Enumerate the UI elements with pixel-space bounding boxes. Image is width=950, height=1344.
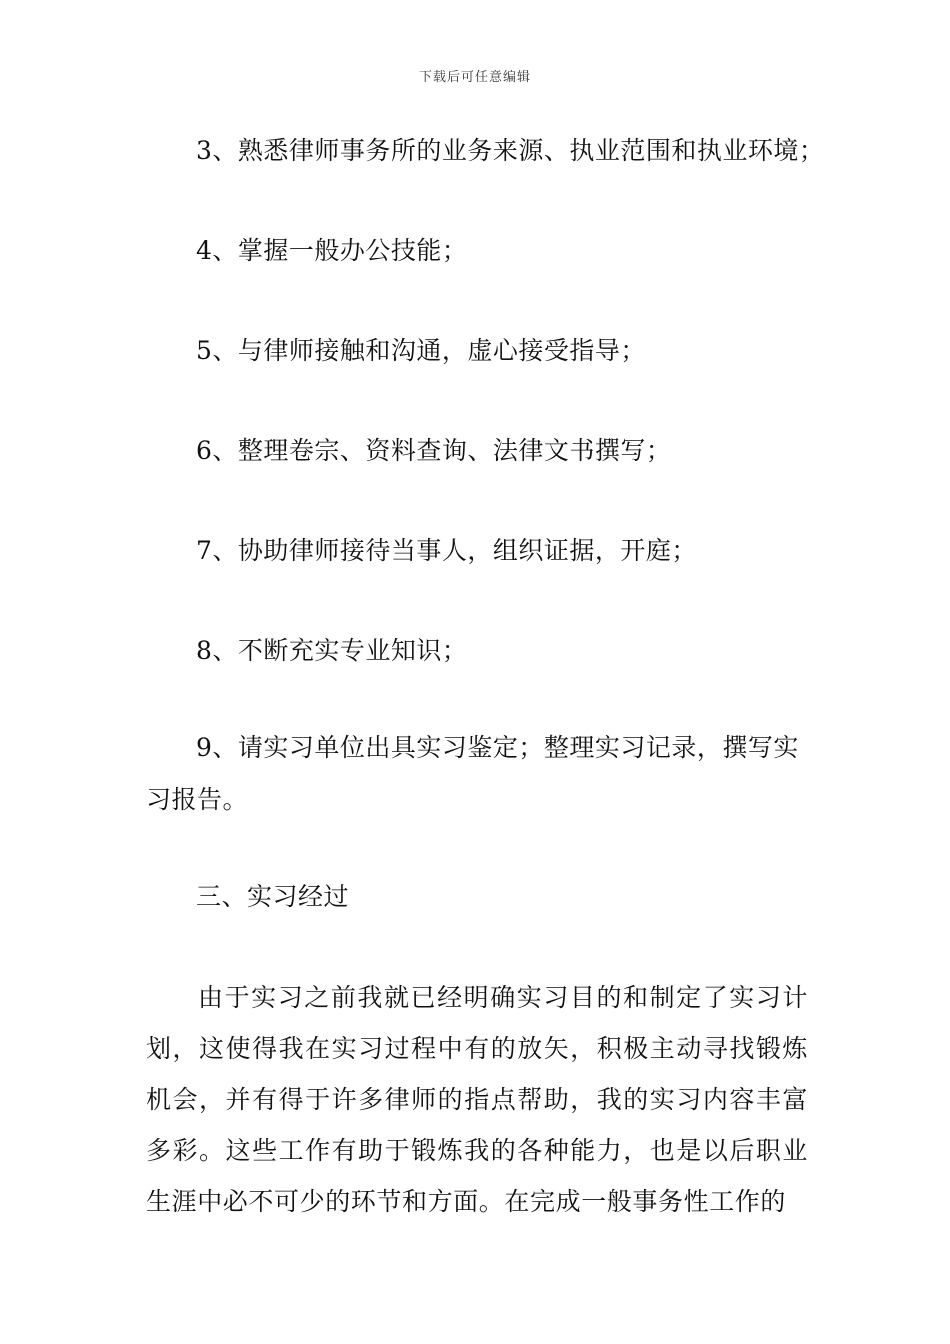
list-item: 5、与律师接触和沟通，虚心接受指导； (196, 336, 646, 365)
list-item: 3、熟悉律师事务所的业务来源、执业范围和执业环境； (196, 136, 825, 165)
list-item: 6、整理卷宗、资料查询、法律文书撰写； (196, 436, 672, 465)
list-item: 7、协助律师接待当事人，组织证据，开庭； (196, 536, 697, 565)
body-paragraph: 由于实习之前我就已经明确实习目的和制定了实习计划，这使得我在实习过程中有的放矢，积极主动寻找锻炼机会，并有得于许多律师的指点帮助，我的实习内容丰富多彩。这些工作有助于锻炼我的各种能力，也是以后职业生涯中必不可少的环节和方面。在完成一般事务性工作的 (146, 983, 808, 1216)
list-item: 8、不断充实专业知识； (196, 636, 468, 665)
page-header-note: 下载后可任意编辑 (418, 70, 531, 85)
list-item: 4、掌握一般办公技能； (196, 236, 468, 265)
document-body (146, 128, 825, 1227)
section-heading: 三、实习经过 (196, 882, 350, 911)
list-item-9: 9、请实习单位出具实习鉴定；整理实习记录，撰写实习报告。 (146, 733, 799, 814)
